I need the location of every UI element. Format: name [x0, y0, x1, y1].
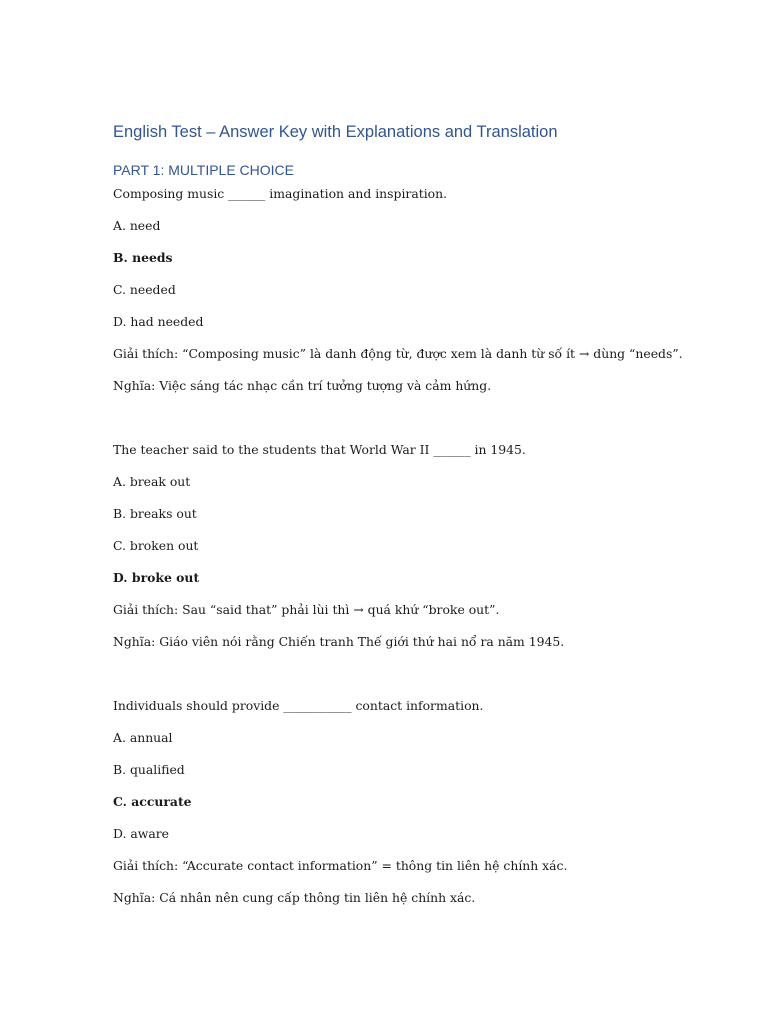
question-1-option-d: D. had needed — [113, 314, 204, 329]
question-2-explanation: Giải thích: Sau “said that” phải lùi thì → quá khứ “broke out”. — [113, 602, 500, 617]
question-3-option-a: A. annual — [113, 730, 173, 745]
question-1-option-c: C. needed — [113, 282, 176, 297]
question-2-option-c: C. broken out — [113, 538, 199, 553]
part1-heading: PART 1: MULTIPLE CHOICE — [113, 162, 295, 178]
question-2-option-d-correct: D. broke out — [113, 570, 200, 585]
question-2-option-a: A. break out — [113, 474, 191, 489]
question-3-option-c-correct: C. accurate — [113, 794, 192, 809]
question-2-prompt: The teacher said to the students that World War II ______ in 1945. — [113, 442, 526, 457]
question-3-option-d: D. aware — [113, 826, 170, 841]
question-3-explanation: Giải thích: “Accurate contact information” = thông tin liên hệ chính xác. — [113, 858, 568, 873]
question-3-prompt: Individuals should provide ___________ contact information. — [113, 698, 484, 713]
question-3-option-b: B. qualified — [113, 762, 185, 777]
question-3-translation: Nghĩa: Cá nhân nên cung cấp thông tin liên hệ chính xác. — [113, 890, 476, 905]
question-1-explanation: Giải thích: “Composing music” là danh động từ, được xem là danh từ số ít → dùng “needs”. — [113, 346, 683, 361]
question-1-prompt: Composing music ______ imagination and inspiration. — [113, 186, 448, 201]
question-2-translation: Nghĩa: Giáo viên nói rằng Chiến tranh Thế giới thứ hai nổ ra năm 1945. — [113, 634, 565, 649]
document-title: English Test – Answer Key with Explanations and Translation — [113, 123, 558, 141]
question-2-option-b: B. breaks out — [113, 506, 197, 521]
question-1-option-b-correct: B. needs — [113, 250, 173, 265]
question-1-option-a: A. need — [113, 218, 161, 233]
question-1-translation: Nghĩa: Việc sáng tác nhạc cần trí tưởng tượng và cảm hứng. — [113, 378, 492, 393]
